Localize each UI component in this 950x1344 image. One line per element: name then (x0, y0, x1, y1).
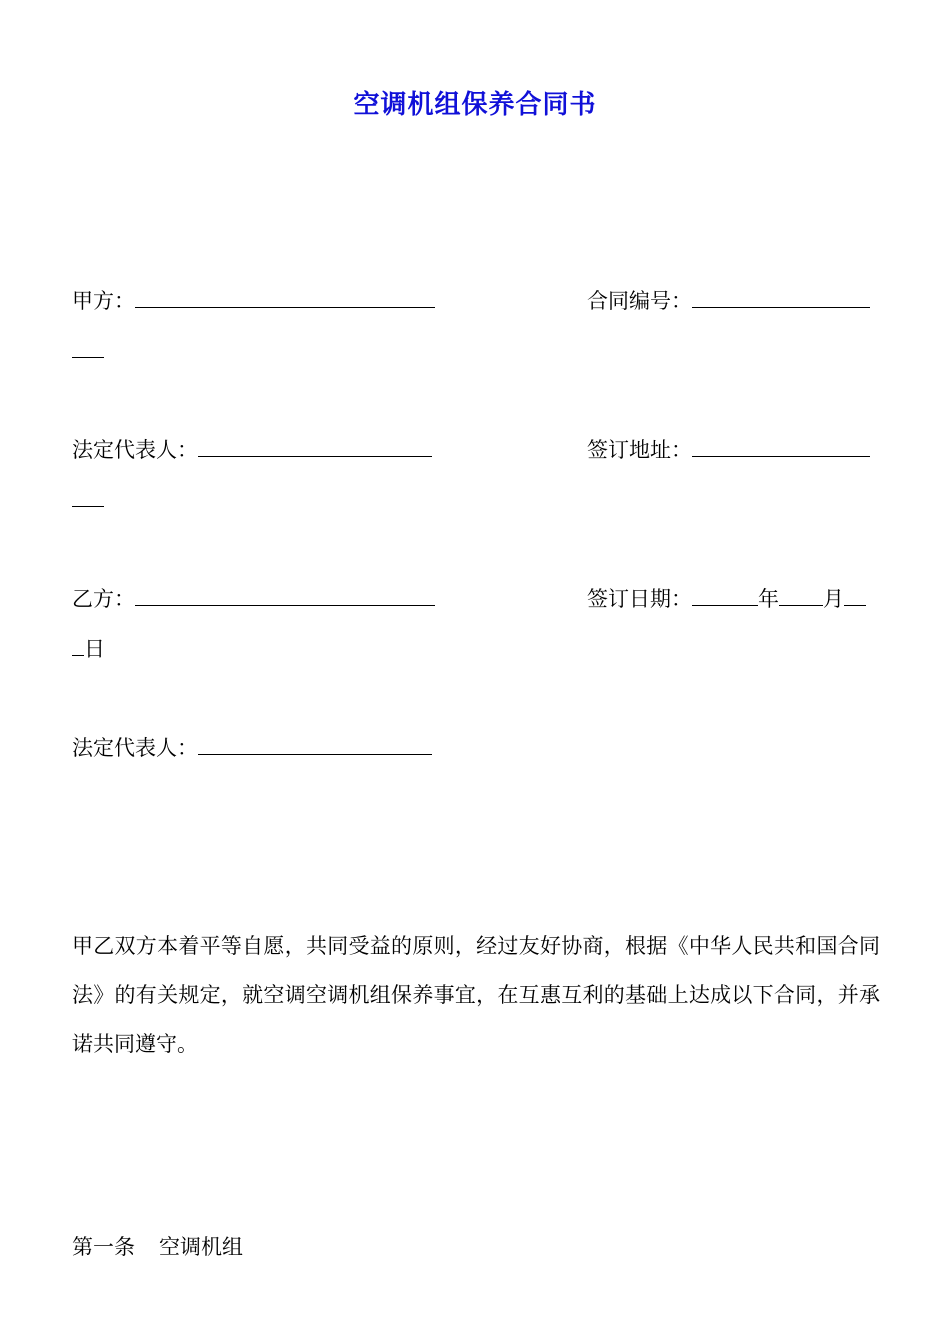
contract-number-blank[interactable] (692, 287, 870, 308)
party-a-label: 甲方： (72, 289, 135, 313)
sign-place-blank-continued[interactable] (72, 486, 104, 507)
sign-date-wrap (72, 634, 105, 664)
party-b-line (72, 584, 435, 614)
sign-date-year-blank[interactable] (692, 585, 758, 606)
legal-rep-b-blank[interactable] (198, 734, 432, 755)
sign-date-line (587, 584, 866, 614)
contract-number-line (587, 286, 870, 316)
article-1-heading (72, 1232, 243, 1262)
party-b-blank[interactable] (135, 585, 435, 606)
document-title: 空调机组保养合同书 (353, 90, 597, 120)
sign-date-year-label: 年 (758, 587, 779, 611)
sign-place-line (587, 435, 870, 465)
party-b-label: 乙方： (72, 587, 135, 611)
legal-rep-b-line (72, 733, 432, 763)
sign-place-label: 签订地址： (587, 438, 692, 462)
sign-date-day-label: 日 (84, 637, 105, 661)
sign-place-blank[interactable] (692, 436, 870, 457)
contract-number-label: 合同编号： (587, 289, 692, 313)
article-1-title: 空调机组 (159, 1235, 243, 1259)
legal-rep-a-blank[interactable] (198, 436, 432, 457)
intro-paragraph: 甲乙双方本着平等自愿，共同受益的原则，经过友好协商，根据《中华人民共和国合同法》的有关规定，就空调空调机组保养事宜，在互惠互利的基础上达成以下合同，并承诺共同遵守。 (72, 934, 880, 1056)
contract-number-blank-continued[interactable] (72, 337, 104, 358)
party-a-line (72, 286, 435, 316)
legal-rep-b-label: 法定代表人： (72, 736, 198, 760)
sign-date-day-blank-continued[interactable] (72, 635, 84, 656)
article-1-number: 第一条 (72, 1235, 135, 1259)
sign-date-day-blank[interactable] (844, 585, 866, 606)
legal-rep-a-label: 法定代表人： (72, 438, 198, 462)
sign-date-month-label: 月 (823, 587, 844, 611)
sign-date-label: 签订日期： (587, 587, 692, 611)
sign-date-month-blank[interactable] (779, 585, 823, 606)
legal-rep-a-line (72, 435, 432, 465)
party-a-blank[interactable] (135, 287, 435, 308)
contract-number-blank-wrap (72, 336, 104, 366)
sign-place-blank-wrap (72, 485, 104, 515)
